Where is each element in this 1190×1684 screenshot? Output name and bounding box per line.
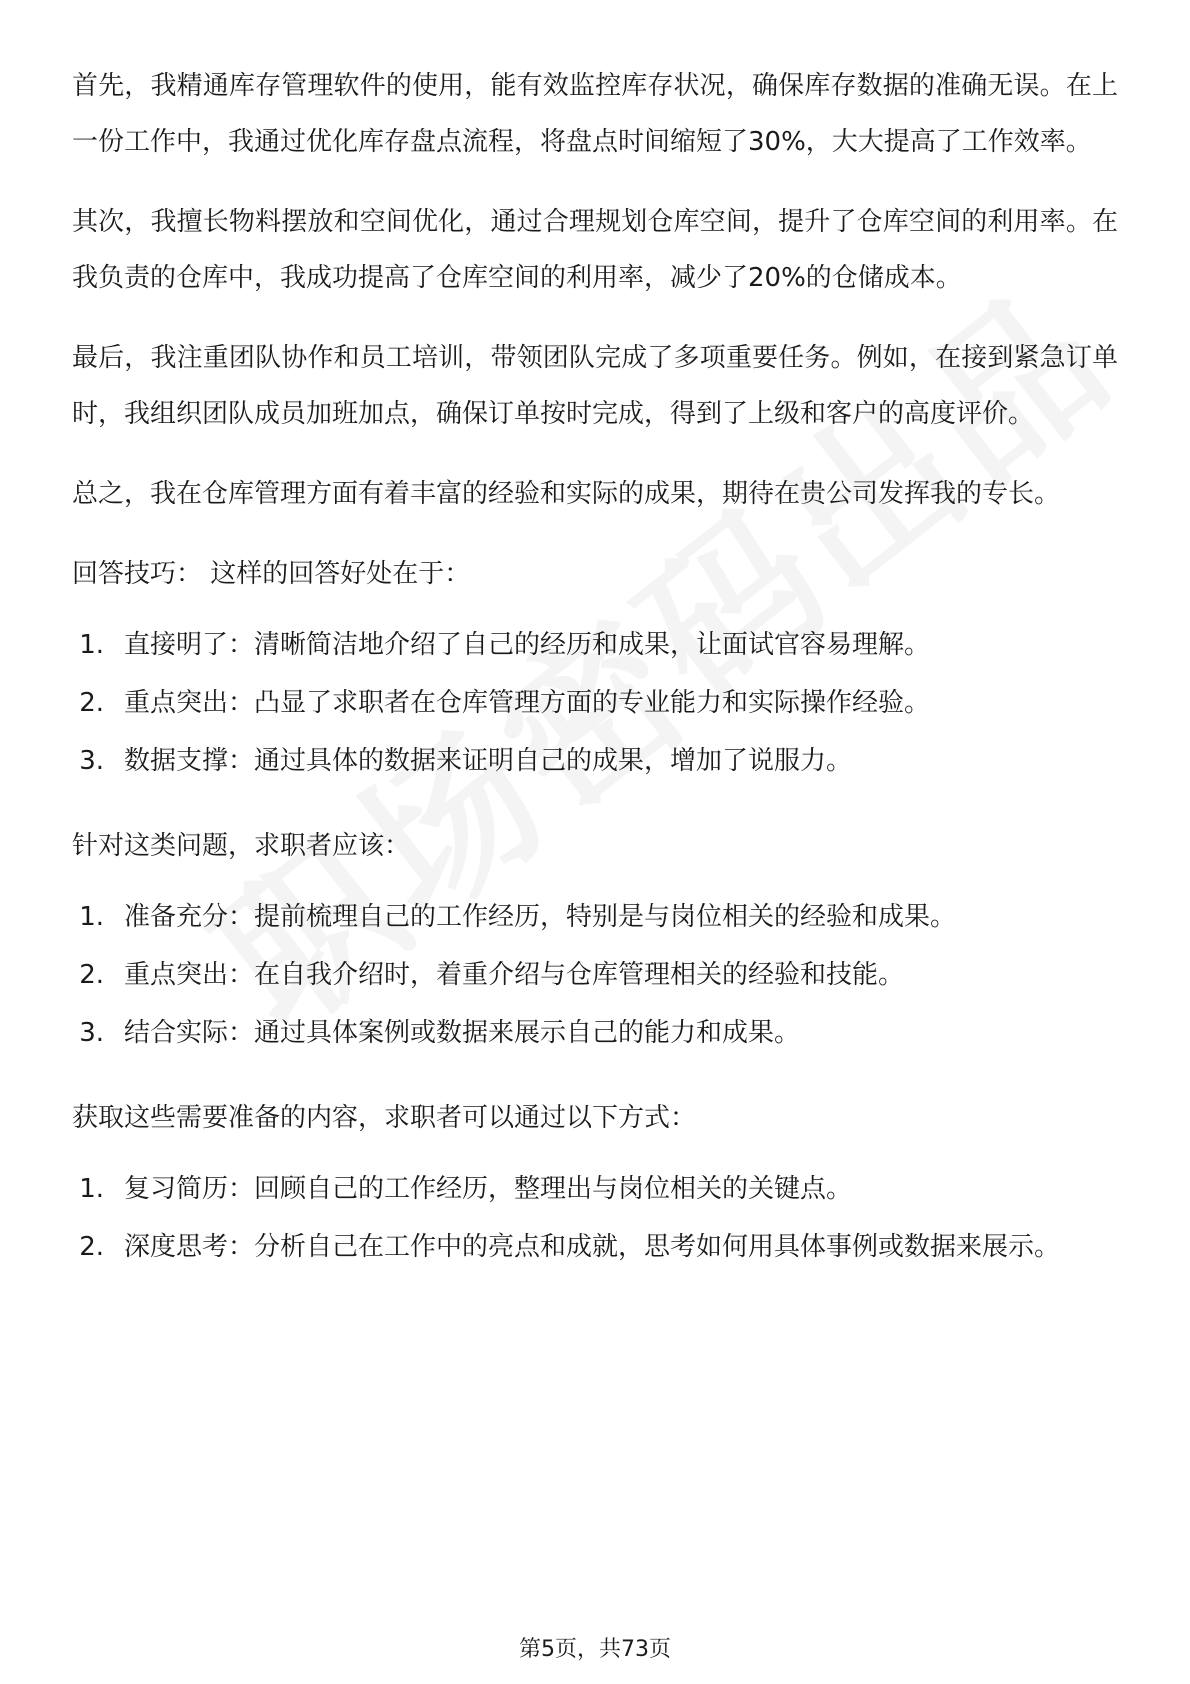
tips-list: [72, 616, 1118, 790]
list-number: 1.: [79, 1174, 104, 1204]
list-item: [72, 1160, 1118, 1218]
list-item-text: 重点突出：凸显了求职者在仓库管理方面的专业能力和实际操作经验。: [124, 688, 931, 718]
sources-list: [72, 1160, 1118, 1276]
document-body: [72, 58, 1118, 1304]
list-item: [72, 1218, 1118, 1276]
list-item-text: 直接明了：清晰简洁地介绍了自己的经历和成果，让面试官容易理解。: [124, 630, 931, 660]
sources-heading: 获取这些需要准备的内容，求职者可以通过以下方式：: [72, 1103, 697, 1133]
list-number: 2.: [79, 960, 104, 990]
paragraph-second: 其次，我擅长物料摆放和空间优化，通过合理规划仓库空间，提升了仓库空间的利用率。在我负责的仓库中，我成功提高了仓库空间的利用率，减少了20%的仓储成本。: [72, 207, 1118, 293]
list-item-text: 数据支撑：通过具体的数据来证明自己的成果，增加了说服力。: [124, 746, 853, 776]
paragraph-third: 最后，我注重团队协作和员工培训，带领团队完成了多项重要任务。例如，在接到紧急订单时，我组织团队成员加班加点，确保订单按时完成，得到了上级和客户的高度评价。: [72, 343, 1118, 429]
list-number: 1.: [79, 902, 104, 932]
list-item-text: 重点突出：在自我介绍时，着重介绍与仓库管理相关的经验和技能。: [124, 960, 905, 990]
list-item: [72, 888, 1118, 946]
list-item: [72, 674, 1118, 732]
list-number: 2.: [79, 688, 104, 718]
list-number: 1.: [79, 630, 104, 660]
tips-heading: 回答技巧： 这样的回答好处在于：: [72, 559, 471, 589]
list-item: [72, 616, 1118, 674]
list-item-text: 结合实际：通过具体案例或数据来展示自己的能力和成果。: [124, 1018, 801, 1048]
list-item: [72, 946, 1118, 1004]
paragraph-first: 首先，我精通库存管理软件的使用，能有效监控库存状况，确保库存数据的准确无误。在上一份工作中，我通过优化库存盘点流程，将盘点时间缩短了30%，大大提高了工作效率。: [72, 71, 1118, 157]
list-item: [72, 732, 1118, 790]
advice-list: [72, 888, 1118, 1062]
list-number: 3.: [79, 746, 104, 776]
list-item-text: 深度思考：分析自己在工作中的亮点和成就，思考如何用具体事例或数据来展示。: [124, 1232, 1061, 1262]
list-item: [72, 1004, 1118, 1062]
page-footer: 第5页，共73页: [519, 1637, 671, 1662]
paragraph-summary: 总之，我在仓库管理方面有着丰富的经验和实际的成果，期待在贵公司发挥我的专长。: [72, 479, 1061, 509]
list-number: 2.: [79, 1232, 104, 1262]
list-number: 3.: [79, 1018, 104, 1048]
list-item-text: 复习简历：回顾自己的工作经历，整理出与岗位相关的关键点。: [124, 1174, 853, 1204]
advice-heading: 针对这类问题，求职者应该：: [72, 831, 411, 861]
list-item-text: 准备充分：提前梳理自己的工作经历，特别是与岗位相关的经验和成果。: [124, 902, 957, 932]
